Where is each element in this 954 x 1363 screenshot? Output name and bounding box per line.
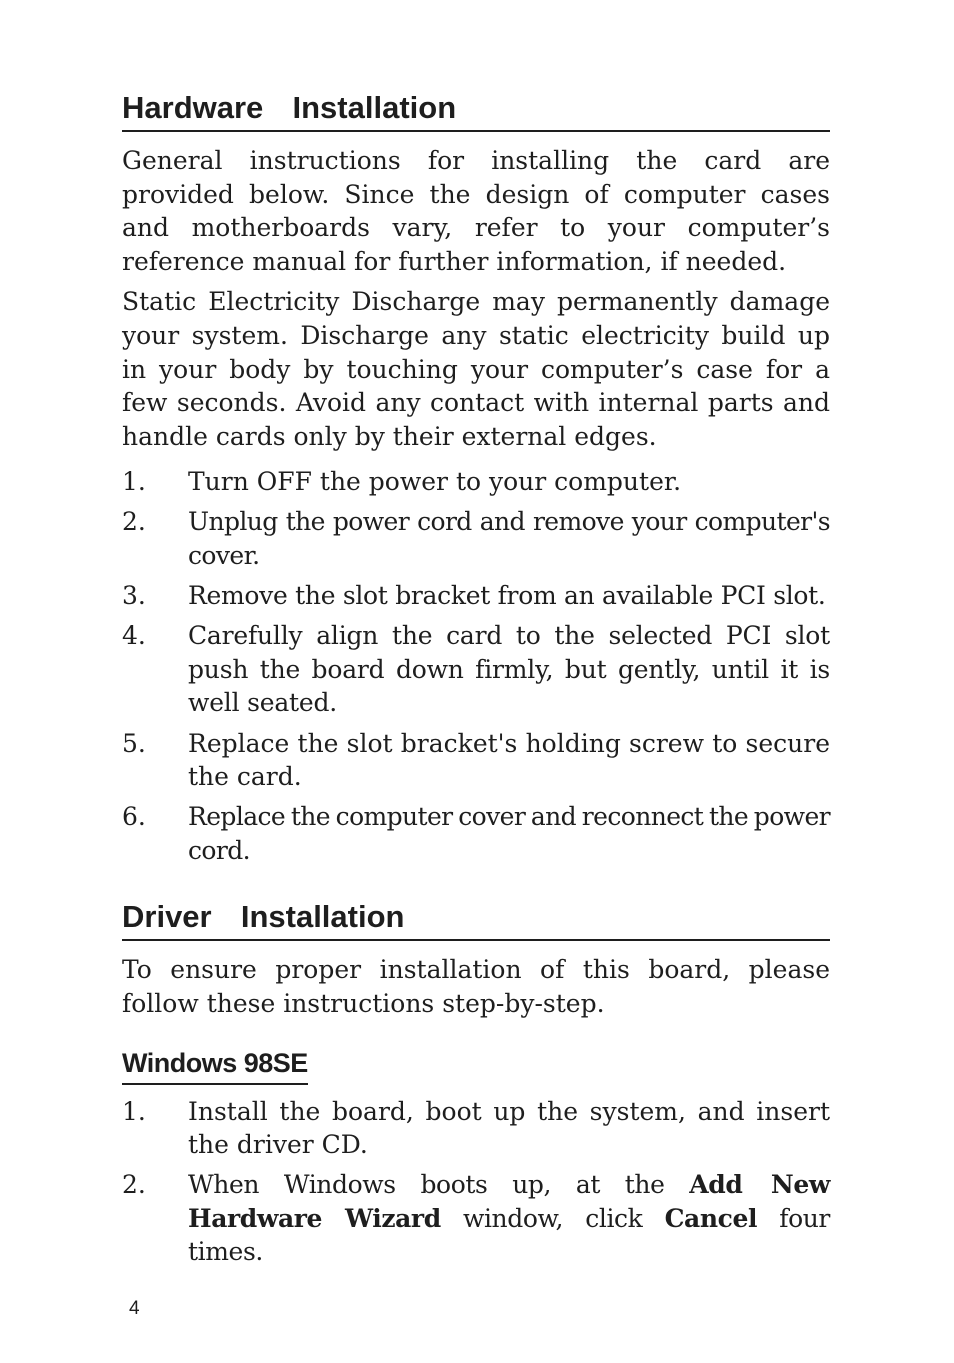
step-text: Replace the slot bracket's holding screw to secure the card.	[188, 728, 830, 792]
list-item	[122, 505, 830, 572]
list-item	[122, 800, 830, 867]
driver-installation-heading: Driver Installation	[122, 897, 830, 941]
hardware-steps-list	[122, 465, 830, 867]
step-number: 2.	[122, 1170, 146, 1200]
list-item	[122, 1095, 830, 1162]
step-text: Remove the slot bracket from an available PCI slot.	[188, 581, 826, 611]
step-number: 5.	[122, 728, 146, 758]
step-text-middle: window, click	[440, 1203, 665, 1233]
add-new-hardware-wizard-label: Add New Hardware Wizard	[188, 1170, 831, 1233]
page-number: 4	[129, 1298, 140, 1319]
list-item	[122, 727, 830, 794]
hardware-intro-paragraph: General instructions for installing the card are provided below. Since the design of computer cases and motherboards vary, refer to your computer’s reference manual for further information, if needed.	[122, 146, 830, 276]
list-item	[122, 1168, 830, 1269]
step-text: Replace the computer cover and reconnect the power cord.	[188, 802, 830, 865]
step-number: 2.	[122, 507, 146, 537]
step-text: Carefully align the card to the selected PCI slot push the board down firmly, but gently, until it is well seated.	[188, 621, 830, 718]
driver-intro-paragraph: To ensure proper installation of this board, please follow these instructions step-by-step.	[122, 955, 830, 1018]
windows-98se-subsection	[122, 1045, 830, 1085]
step-number: 6.	[122, 802, 146, 832]
step-number: 4.	[122, 621, 146, 651]
document-page	[122, 88, 830, 1276]
step-text: Install the board, boot up the system, and insert the driver CD.	[188, 1096, 830, 1160]
driver-steps-list	[122, 1095, 830, 1269]
step-text-start: When Windows boots up, at the	[188, 1170, 690, 1200]
step-number: 1.	[122, 467, 146, 497]
list-item	[122, 619, 830, 720]
step-text: Unplug the power cord and remove your computer's cover.	[188, 507, 830, 571]
step-number: 3.	[122, 581, 146, 611]
windows-98se-heading: Windows 98SE	[122, 1045, 308, 1085]
cancel-label: Cancel	[664, 1203, 758, 1233]
step-text-end: four times.	[188, 1203, 830, 1267]
step-text: Turn OFF the power to your computer.	[188, 467, 682, 497]
list-item	[122, 465, 830, 499]
list-item	[122, 579, 830, 613]
step-number: 1.	[122, 1096, 146, 1126]
static-warning-paragraph: Static Electricity Discharge may permanently damage your system. Discharge any static electricity build up in your body by touching your computer’s case for a few seconds. Avoid any contact with internal parts and handle cards only by their external edges.	[122, 287, 830, 451]
step-text	[188, 1170, 830, 1266]
hardware-installation-heading: Hardware Installation	[122, 88, 830, 132]
